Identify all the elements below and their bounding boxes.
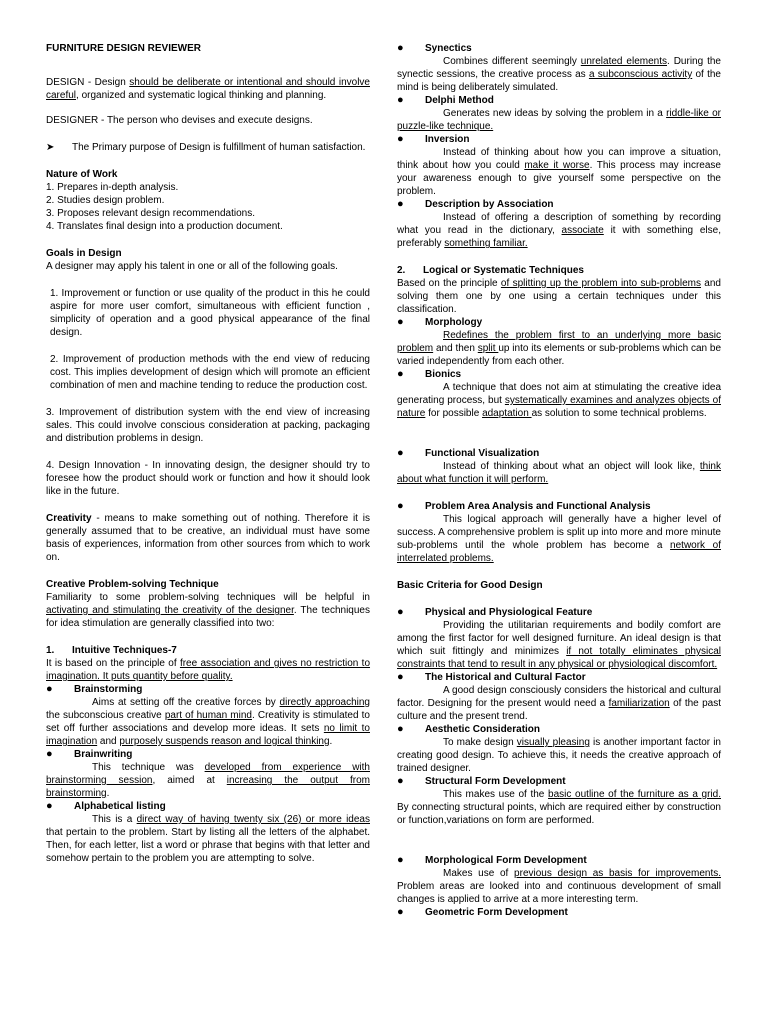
right-column	[397, 42, 721, 919]
association-text: Instead of offering a description of something by recording what you read in the dictionary, associate it with something else, preferably something familiar.	[397, 212, 721, 249]
bullet-icon: ●	[46, 748, 53, 760]
goal-3: 3. Improvement of distribution system with the end view of increasing sales. This could involve conscious consideration at packing, packaging and distribution problems in design.	[46, 407, 370, 444]
bullet-icon: ●	[46, 800, 53, 812]
bullet-icon: ●	[397, 447, 404, 459]
physical-heading: ● Physical and Physiological Feature	[397, 606, 593, 618]
functional-heading: ● Functional Visualization	[397, 447, 540, 459]
goals-heading: Goals in Design	[46, 248, 122, 259]
nature-item: 1. Prepares in-depth analysis.	[46, 182, 179, 193]
bullet-icon: ●	[397, 94, 404, 106]
cpst-heading: Creative Problem-solving Technique	[46, 579, 219, 590]
nature-heading: Nature of Work	[46, 169, 118, 180]
bullet-icon: ●	[397, 671, 404, 683]
synectics-heading: ● Synectics	[397, 42, 472, 54]
creativity-definition: Creativity - means to make something out of nothing. Therefore it is generally assumed that to be creative, an individual must have some basis of experiences, information from other sources from which to work on.	[46, 513, 370, 563]
criteria-heading: Basic Criteria for Good Design	[397, 580, 543, 591]
left-column	[46, 42, 370, 865]
logical-text: Based on the principle of splitting up the problem into sub-problems and solving them one by one using a certain techniques under this classification.	[397, 278, 721, 315]
goal-4: 4. Design Innovation - In innovating design, the designer should try to foresee how the product should work or function and how it should look like in the future.	[46, 460, 370, 497]
intuitive-text: It is based on the principle of free association and gives no restriction to imagination. It puts quantity before quality.	[46, 658, 371, 682]
arrow-bullet-icon: ➤	[46, 142, 55, 153]
morphological-text: Makes use of previous design as basis for improvements. Problem areas are looked into and continuous development of small changes is applied to arrive at a more interesting term.	[397, 868, 721, 905]
bullet-icon: ●	[397, 723, 404, 735]
cpst-text: Familiarity to some problem-solving techniques will be helpful in activating and stimulating the creativity of the designer. The techniques for idea stimulation are generally classified into two:	[46, 592, 370, 629]
bullet-icon: ●	[397, 854, 404, 866]
aesthetic-text: To make design visually pleasing is another important factor in creating good design. To achieve this, it needs the creative approach of trained designer.	[397, 737, 721, 774]
bullet-icon: ●	[397, 133, 404, 145]
bullet-icon: ●	[397, 906, 404, 918]
historical-heading: ● The Historical and Cultural Factor	[397, 671, 586, 683]
morphology-text: Redefines the problem first to an underlying more basic problem and then split up into its elements or sub-problems which can be varied independently from each other.	[397, 330, 722, 367]
intuitive-heading: 1. Intuitive Techniques-7	[46, 645, 177, 656]
problem-area-text: This logical approach will generally have a higher level of success. A comprehensive problem is split up into more and more minute sub-problems until the whole problem has become a network of interrelated problems.	[397, 514, 721, 564]
goal-1: 1. Improvement or function or use quality of the product in this he could aspire for more user comfort, simultaneous with efficient function , simplicity of operation and a good physical appearance of the final design.	[50, 288, 370, 338]
nature-item: 3. Proposes relevant design recommendations.	[46, 208, 256, 219]
bullet-icon: ●	[397, 198, 404, 210]
association-heading: ● Description by Association	[397, 198, 554, 210]
primary-purpose: ➤ The Primary purpose of Design is fulfillment of human satisfaction.	[46, 142, 366, 153]
logical-heading: 2. Logical or Systematic Techniques	[397, 265, 584, 276]
bionics-text: A technique that does not aim at stimulating the creative idea generating process, but systematically examines and analyzes objects of nature for possible adaptation as solution to some technical problems.	[397, 382, 721, 419]
physical-text: Providing the utilitarian requirements and bodily comfort are among the first factor for well designed furniture. An ideal design is that which suit fittingly and minimizes if not totally eliminates physical constraints that tend to result in any physical or physiological discomfort.	[397, 620, 721, 670]
alphabetical-heading: ● Alphabetical listing	[46, 800, 166, 812]
problem-area-heading: ● Problem Area Analysis and Functional Analysis	[397, 500, 651, 512]
bullet-icon: ●	[46, 683, 53, 695]
synectics-text: Combines different seemingly unrelated elements. During the synectic sessions, the creative process as a subconscious activity of the mind is being deliberately simulated.	[397, 56, 721, 93]
nature-item: 4. Translates final design into a production document.	[46, 221, 283, 232]
delphi-text: Generates new ideas by solving the problem in a riddle-like or puzzle-like technique.	[397, 108, 721, 132]
brainstorming-heading: ● Brainstorming	[46, 683, 143, 695]
designer-definition: DESIGNER - The person who devises and execute designs.	[46, 115, 313, 126]
alphabetical-text: This is a direct way of having twenty six (26) or more ideas that pertain to the problem. Start by listing all the letters of the alphabet. Then, for each letter, list a word or phrase that begins with that letter and somehow pertain to the problem you are attempting to solve.	[46, 814, 370, 864]
inversion-heading: ● Inversion	[397, 133, 470, 145]
goal-2: 2. Improvement of production methods with the end view of reducing cost. This implies development of design which will promote an efficient combination of men and machine tending to reduce the production cost.	[50, 354, 370, 391]
aesthetic-heading: ● Aesthetic Consideration	[397, 723, 541, 735]
morphological-heading: ● Morphological Form Development	[397, 854, 587, 866]
document-title: FURNITURE DESIGN REVIEWER	[46, 43, 202, 54]
historical-text: A good design consciously considers the historical and cultural factor. Designing for the present would need a familiarization of the past culture and the present trend.	[397, 685, 722, 722]
bullet-icon: ●	[397, 42, 404, 54]
bullet-icon: ●	[397, 316, 404, 328]
inversion-text: Instead of thinking about how you can improve a situation, think about how you could make it worse. This process may increase your awareness enough to give yourself some perspective on the problem.	[397, 147, 721, 197]
functional-text: Instead of thinking about what an object will look like, think about what function it will perform.	[397, 461, 721, 485]
bionics-heading: ● Bionics	[397, 368, 462, 380]
brainwriting-heading: ● Brainwriting	[46, 748, 133, 760]
goals-intro: A designer may apply his talent in one or all of the following goals.	[46, 261, 338, 272]
bullet-icon: ●	[397, 368, 404, 380]
structural-heading: ● Structural Form Development	[397, 775, 566, 787]
design-definition: DESIGN - Design should be deliberate or intentional and should involve careful, organized and systematic logical thinking and planning.	[46, 77, 370, 101]
bullet-icon: ●	[397, 606, 404, 618]
bullet-icon: ●	[397, 775, 404, 787]
morphology-heading: ● Morphology	[397, 316, 483, 328]
brainstorming-text: Aims at setting off the creative forces by directly approaching the subconscious creative part of human mind. Creativity is stimulated to set off further associations and develop more ideas. It sets no limit to imagination and purposely suspends reason and logical thinking.	[46, 697, 370, 747]
structural-text: This makes use of the basic outline of the furniture as a grid. By connecting structural points, which are required either by construction or function,variations on form are performed.	[397, 789, 721, 826]
nature-item: 2. Studies design problem.	[46, 195, 165, 206]
brainwriting-text: This technique was developed from experience with brainstorming session, aimed at increasing the output from brainstorming.	[46, 762, 370, 799]
delphi-heading: ● Delphi Method	[397, 94, 494, 106]
bullet-icon: ●	[397, 500, 404, 512]
geometric-heading: ● Geometric Form Development	[397, 906, 568, 918]
